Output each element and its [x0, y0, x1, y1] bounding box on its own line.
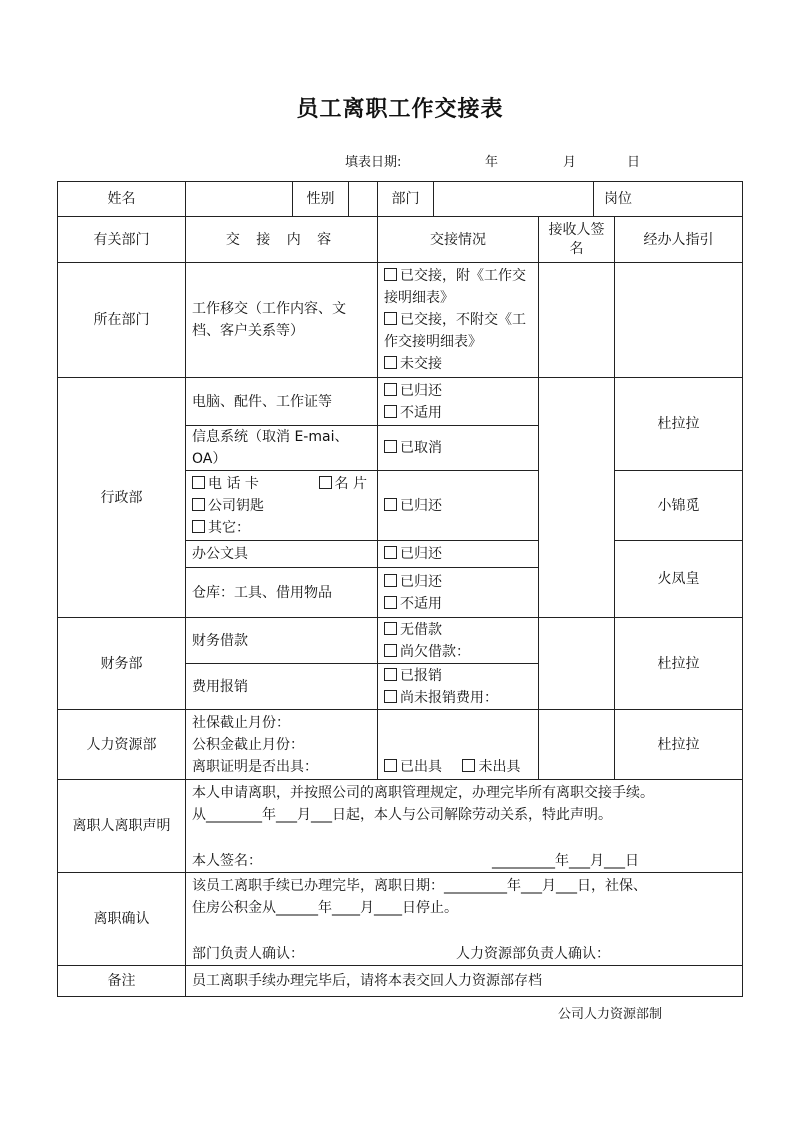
- checkbox[interactable]: [384, 383, 397, 396]
- remark-text: 员工离职手续办理完毕后，请将本表交回人力资源部存档: [186, 966, 743, 997]
- checkbox[interactable]: [192, 498, 205, 511]
- checkbox[interactable]: [462, 759, 475, 772]
- admin-handler-1: 杜拉拉: [615, 378, 743, 471]
- statement-date: _________年___月___日: [492, 853, 639, 869]
- fill-date-month: 月: [563, 155, 577, 170]
- option-items-returned[interactable]: 已归还: [378, 471, 539, 541]
- statement-signature-label: 本人签名：: [192, 853, 262, 869]
- receiver-signature-cell[interactable]: [539, 263, 615, 378]
- option-stationery-returned[interactable]: 已归还: [378, 541, 539, 568]
- gender-field[interactable]: [349, 182, 378, 217]
- checkbox[interactable]: [384, 574, 397, 587]
- checkbox[interactable]: [384, 498, 397, 511]
- admin-computer-status: [378, 378, 539, 426]
- option-handed-over-no-list[interactable]: 已交接，不附交《工作交接明细表》: [384, 312, 526, 350]
- col-content: 交 接 内 容: [186, 217, 378, 263]
- remark-row: [58, 966, 743, 997]
- hr-receiver-signature[interactable]: [539, 710, 615, 780]
- checkbox[interactable]: [384, 440, 397, 453]
- finance-label: 财务部: [58, 618, 186, 710]
- statement-label: 离职人离职声明: [58, 780, 186, 873]
- hr-handler: 杜拉拉: [615, 710, 743, 780]
- finance-loan-row: [58, 618, 743, 664]
- admin-warehouse-status: [378, 568, 539, 618]
- own-dept-label: 所在部门: [58, 263, 186, 378]
- option-not-applicable[interactable]: 不适用: [384, 402, 532, 424]
- remark-label: 备注: [58, 966, 186, 997]
- checkbox[interactable]: [384, 312, 397, 325]
- option-business-card[interactable]: 名 片: [319, 473, 367, 495]
- admin-info-system-content: 信息系统（取消 E-mai、OA）: [186, 426, 378, 471]
- option-warehouse-not-applicable[interactable]: 不适用: [384, 593, 532, 615]
- confirm-line-2: 住房公积金从______年____月____日停止。: [192, 900, 458, 916]
- finance-loan-content: 财务借款: [186, 618, 378, 664]
- dept-label: 部门: [378, 182, 434, 217]
- own-dept-row: [58, 263, 743, 378]
- option-phone-card[interactable]: 电 话 卡: [192, 473, 259, 495]
- hr-content: [186, 710, 378, 780]
- statement-line-2: 从________年___月___日起，本人与公司解除劳动关系，特此声明。: [192, 807, 612, 823]
- position-label: 岗位: [604, 191, 632, 207]
- statement-row: [58, 780, 743, 873]
- admin-receiver-signature[interactable]: [539, 378, 615, 618]
- checkbox[interactable]: [192, 476, 205, 489]
- admin-handler-2: 小锦觅: [615, 471, 743, 541]
- option-handed-over-with-list[interactable]: 已交接，附《工作交接明细表》: [384, 268, 526, 306]
- dept-head-confirm: 部门负责人确认：: [192, 946, 304, 962]
- admin-warehouse-content: 仓库：工具、借用物品: [186, 568, 378, 618]
- col-status: 交接情况: [378, 217, 539, 263]
- admin-handler-3: 火凤皇: [615, 541, 743, 618]
- handler-cell: [615, 263, 743, 378]
- name-label: 姓名: [58, 182, 186, 217]
- hr-head-confirm: 人力资源部负责人确认：: [456, 946, 610, 962]
- col-receiver: 接收人签名: [539, 217, 615, 263]
- admin-computer-content: 电脑、配件、工作证等: [186, 378, 378, 426]
- option-reimbursed[interactable]: 已报销: [384, 665, 532, 687]
- fill-date-day: 日: [627, 155, 641, 170]
- name-field[interactable]: [186, 182, 293, 217]
- finance-expense-status: [378, 664, 539, 710]
- confirm-label: 离职确认: [58, 873, 186, 966]
- fill-date-year: 年: [485, 155, 499, 170]
- checkbox[interactable]: [384, 405, 397, 418]
- checkbox[interactable]: [384, 622, 397, 635]
- finance-receiver-signature[interactable]: [539, 618, 615, 710]
- checkbox[interactable]: [384, 546, 397, 559]
- gender-label: 性别: [293, 182, 349, 217]
- hr-label: 人力资源部: [58, 710, 186, 780]
- statement-line-1: 本人申请离职，并按照公司的离职管理规定，办理完毕所有离职交接手续。: [192, 785, 654, 801]
- option-cancelled[interactable]: 已取消: [378, 426, 539, 471]
- option-no-loan[interactable]: 无借款: [384, 619, 532, 641]
- footer-issuer: 公司人力资源部制: [558, 1007, 663, 1022]
- social-security-line: 社保截止月份：: [192, 714, 290, 731]
- fill-date-label: 填表日期:: [345, 155, 402, 170]
- col-dept: 有关部门: [58, 217, 186, 263]
- checkbox[interactable]: [319, 476, 332, 489]
- own-dept-content: 工作移交（工作内容、文档、客户关系等）: [186, 263, 378, 378]
- handover-form-table: [57, 181, 743, 997]
- option-not-issued[interactable]: 未出具: [462, 759, 520, 775]
- option-not-handed-over[interactable]: 未交接: [384, 353, 532, 375]
- confirm-content: [186, 873, 743, 966]
- finance-expense-content: 费用报销: [186, 664, 378, 710]
- page-title: 员工离职工作交接表: [296, 97, 504, 122]
- admin-stationery-content: 办公文具: [186, 541, 378, 568]
- statement-content: [186, 780, 743, 873]
- option-outstanding-loan[interactable]: 尚欠借款：: [384, 641, 532, 663]
- admin-label: 行政部: [58, 378, 186, 618]
- dept-field[interactable]: [434, 182, 594, 217]
- checkbox[interactable]: [384, 690, 397, 703]
- column-header-row: [58, 217, 743, 263]
- admin-computer-row: [58, 378, 743, 426]
- own-dept-status: [378, 263, 539, 378]
- option-other[interactable]: 其它：: [192, 517, 371, 539]
- hr-row: [58, 710, 743, 780]
- certificate-line: 离职证明是否出具：: [192, 758, 318, 775]
- option-warehouse-returned[interactable]: 已归还: [384, 571, 532, 593]
- option-returned[interactable]: 已归还: [384, 380, 532, 402]
- position-label-field[interactable]: [594, 182, 743, 217]
- housing-fund-line: 公积金截止月份：: [192, 736, 304, 753]
- option-not-reimbursed[interactable]: 尚未报销费用：: [384, 687, 532, 709]
- confirm-line-1: 该员工离职手续已办理完毕，离职日期：_________年___月___日，社保、: [192, 878, 647, 894]
- checkbox[interactable]: [384, 759, 397, 772]
- option-issued[interactable]: 已出具: [384, 759, 442, 775]
- basic-info-row: [58, 182, 743, 217]
- finance-loan-status: [378, 618, 539, 664]
- option-company-keys[interactable]: 公司钥匙: [192, 495, 371, 517]
- checkbox[interactable]: [384, 596, 397, 609]
- col-handler: 经办人指引: [615, 217, 743, 263]
- confirm-row: [58, 873, 743, 966]
- finance-handler: 杜拉拉: [615, 618, 743, 710]
- checkbox[interactable]: [384, 268, 397, 281]
- checkbox[interactable]: [192, 520, 205, 533]
- hr-status: [378, 710, 539, 780]
- checkbox[interactable]: [384, 356, 397, 369]
- checkbox[interactable]: [384, 644, 397, 657]
- checkbox[interactable]: [384, 668, 397, 681]
- admin-items-content: [186, 471, 378, 541]
